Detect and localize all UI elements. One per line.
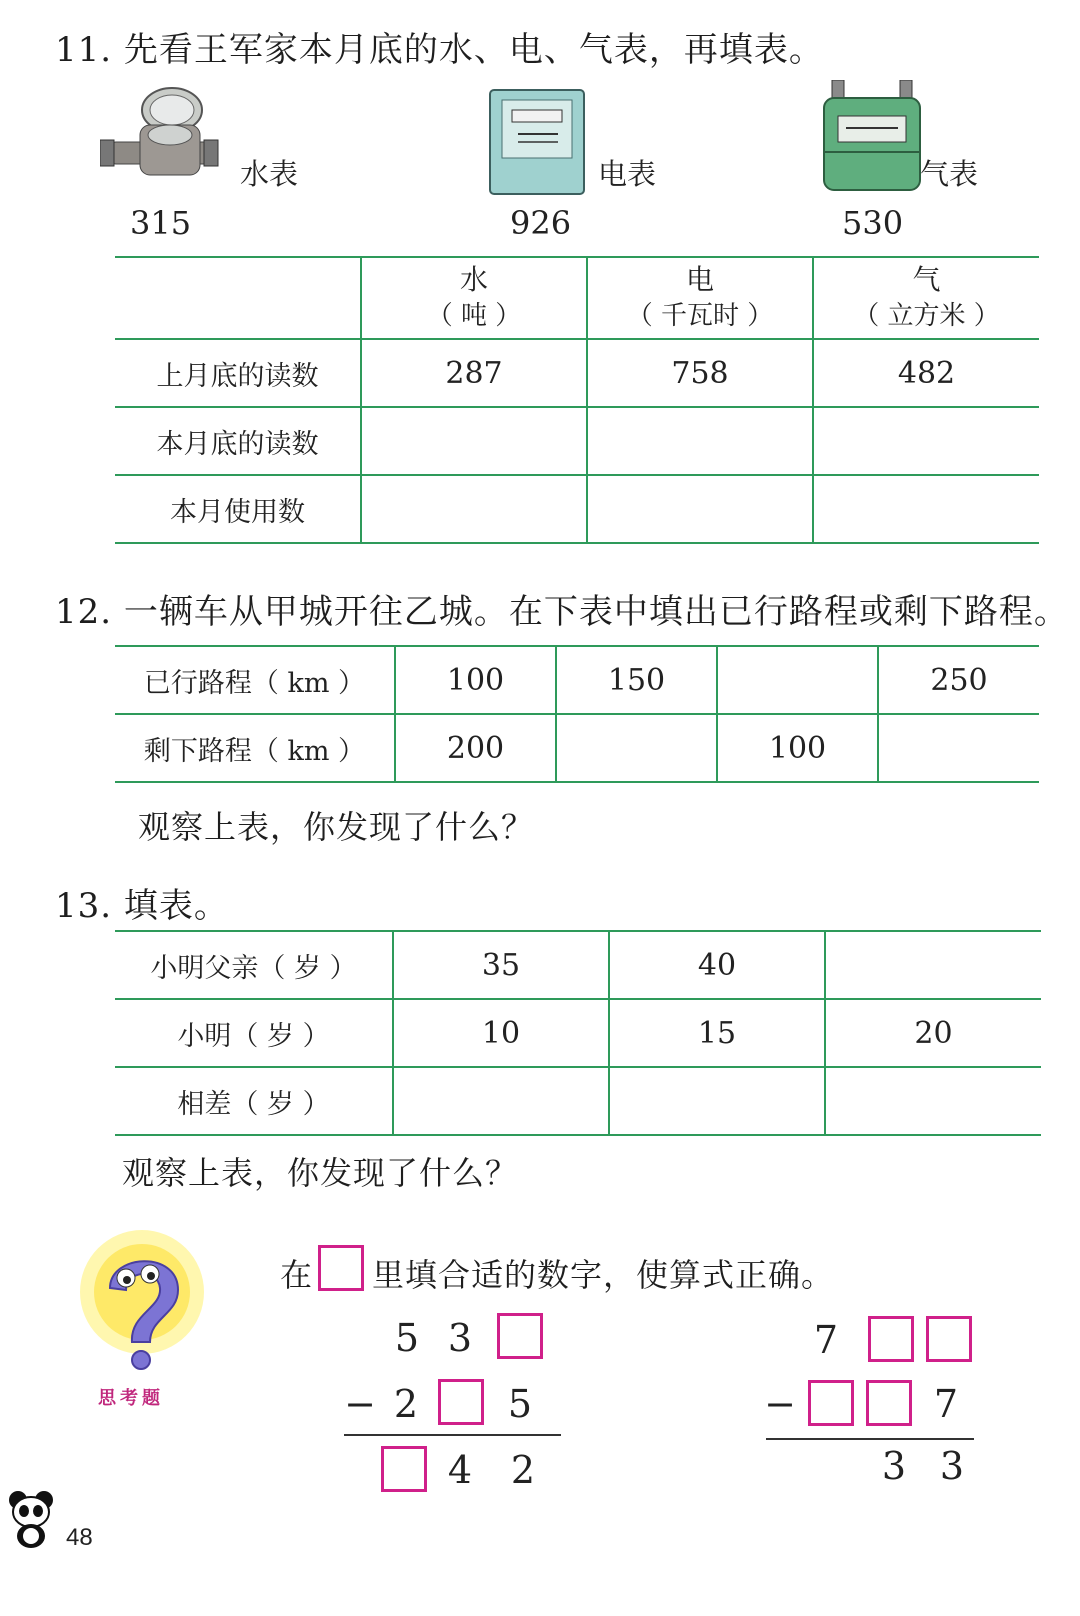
table-row bbox=[115, 339, 1039, 407]
electric-meter-label: 电表 bbox=[598, 157, 657, 191]
table-row bbox=[115, 475, 1039, 543]
table-cell: 15 bbox=[609, 999, 825, 1067]
gas-meter-icon bbox=[822, 80, 922, 195]
eq1-result-digit: 4 bbox=[447, 1448, 473, 1492]
table-cell: 482 bbox=[813, 339, 1039, 407]
table-cell: 250 bbox=[878, 646, 1039, 714]
panda-icon bbox=[4, 1488, 62, 1550]
electric-meter-value: 926 bbox=[510, 204, 572, 242]
page-number: 48 bbox=[66, 1524, 93, 1551]
thinking-badge: 思考题 bbox=[98, 1388, 164, 1409]
table-row bbox=[115, 646, 1039, 714]
q13-title: 13. 填表。 bbox=[55, 886, 229, 926]
answer-cell[interactable] bbox=[878, 714, 1039, 782]
q11-table bbox=[115, 256, 1039, 544]
table-row bbox=[115, 931, 1041, 999]
eq2-result-digit: 3 bbox=[939, 1444, 965, 1488]
q13-question: 观察上表，你发现了什么？ bbox=[122, 1154, 519, 1192]
table-cell: 35 bbox=[393, 931, 609, 999]
answer-cell[interactable] bbox=[556, 714, 717, 782]
q12-question: 观察上表，你发现了什么？ bbox=[138, 808, 535, 846]
electric-meter-icon bbox=[488, 88, 588, 198]
eq2-middle-answer-box[interactable] bbox=[866, 1380, 912, 1426]
q12-table bbox=[115, 645, 1039, 783]
eq1-minus-sign: − bbox=[344, 1382, 376, 1426]
think-prompt-start: 在 bbox=[280, 1256, 314, 1294]
table-cell: 100 bbox=[717, 714, 878, 782]
eq1-result-answer-box[interactable] bbox=[381, 1446, 427, 1492]
answer-cell[interactable] bbox=[361, 475, 587, 543]
table-cell: 150 bbox=[556, 646, 717, 714]
answer-cell[interactable] bbox=[813, 475, 1039, 543]
q11-header-name: 水 bbox=[459, 263, 488, 296]
q11-header-water bbox=[361, 257, 587, 339]
row-label: 已行路程（ km ） bbox=[115, 646, 395, 714]
answer-cell[interactable] bbox=[825, 931, 1041, 999]
table-cell: 10 bbox=[393, 999, 609, 1067]
row-label: 本月使用数 bbox=[115, 475, 361, 543]
q11-header-electric bbox=[587, 257, 813, 339]
q11-header-unit: （ 千瓦时 ） bbox=[626, 301, 774, 331]
table-row bbox=[115, 714, 1039, 782]
eq2-result-digit: 3 bbox=[881, 1444, 907, 1488]
water-meter-label: 水表 bbox=[240, 157, 299, 191]
eq2-divider-line bbox=[766, 1438, 974, 1440]
q11-header-unit: （ 立方米 ） bbox=[853, 301, 1000, 331]
answer-cell[interactable] bbox=[609, 1067, 825, 1135]
eq2-top-answer-box[interactable] bbox=[868, 1316, 914, 1362]
q11-header-gas bbox=[813, 257, 1039, 339]
table-row bbox=[115, 1067, 1041, 1135]
eq1-top-digit: 3 bbox=[447, 1316, 473, 1360]
water-meter-icon bbox=[100, 80, 220, 200]
q12-title: 12. 一辆车从甲城开往乙城。在下表中填出已行路程或剩下路程。 bbox=[55, 592, 1069, 632]
answer-cell[interactable] bbox=[813, 407, 1039, 475]
table-cell: 287 bbox=[361, 339, 587, 407]
table-cell: 100 bbox=[395, 646, 556, 714]
q11-header-row bbox=[115, 257, 1039, 339]
eq1-result-digit: 2 bbox=[510, 1448, 536, 1492]
table-cell: 40 bbox=[609, 931, 825, 999]
eq1-middle-digit: 5 bbox=[507, 1382, 533, 1426]
row-label: 上月底的读数 bbox=[115, 339, 361, 407]
eq2-middle-answer-box[interactable] bbox=[808, 1380, 854, 1426]
eq1-top-answer-box[interactable] bbox=[497, 1313, 543, 1359]
example-answer-box bbox=[318, 1245, 364, 1291]
thinking-question-mascot-icon bbox=[70, 1230, 220, 1410]
row-label: 本月底的读数 bbox=[115, 407, 361, 475]
eq1-middle-digit: 2 bbox=[393, 1382, 419, 1426]
table-cell: 20 bbox=[825, 999, 1041, 1067]
eq2-top-digit: 7 bbox=[813, 1318, 839, 1362]
answer-cell[interactable] bbox=[393, 1067, 609, 1135]
eq2-middle-digit: 7 bbox=[933, 1382, 959, 1426]
answer-cell[interactable] bbox=[587, 407, 813, 475]
eq2-top-answer-box[interactable] bbox=[926, 1316, 972, 1362]
water-meter-value: 315 bbox=[130, 204, 192, 242]
gas-meter-label: 气表 bbox=[920, 157, 979, 191]
row-label: 剩下路程（ km ） bbox=[115, 714, 395, 782]
q11-header-name: 电 bbox=[685, 263, 714, 296]
row-label: 相差（ 岁 ） bbox=[115, 1067, 393, 1135]
table-row bbox=[115, 999, 1041, 1067]
answer-cell[interactable] bbox=[361, 407, 587, 475]
eq1-divider-line bbox=[344, 1434, 561, 1436]
gas-meter-value: 530 bbox=[842, 204, 904, 242]
row-label: 小明父亲（ 岁 ） bbox=[115, 931, 393, 999]
eq1-top-digit: 5 bbox=[394, 1316, 420, 1360]
eq1-middle-answer-box[interactable] bbox=[438, 1379, 484, 1425]
q11-header-name: 气 bbox=[912, 263, 941, 296]
row-label: 小明（ 岁 ） bbox=[115, 999, 393, 1067]
table-cell: 200 bbox=[395, 714, 556, 782]
eq2-minus-sign: − bbox=[764, 1382, 796, 1426]
q11-title: 11. 先看王军家本月底的水、电、气表，再填表。 bbox=[55, 30, 824, 70]
think-prompt-end: 里填合适的数字，使算式正确。 bbox=[372, 1256, 835, 1294]
answer-cell[interactable] bbox=[825, 1067, 1041, 1135]
q13-table bbox=[115, 930, 1041, 1136]
q11-header-unit: （ 吨 ） bbox=[426, 301, 522, 331]
q11-header-empty bbox=[115, 257, 361, 339]
answer-cell[interactable] bbox=[587, 475, 813, 543]
table-row bbox=[115, 407, 1039, 475]
answer-cell[interactable] bbox=[717, 646, 878, 714]
table-cell: 758 bbox=[587, 339, 813, 407]
